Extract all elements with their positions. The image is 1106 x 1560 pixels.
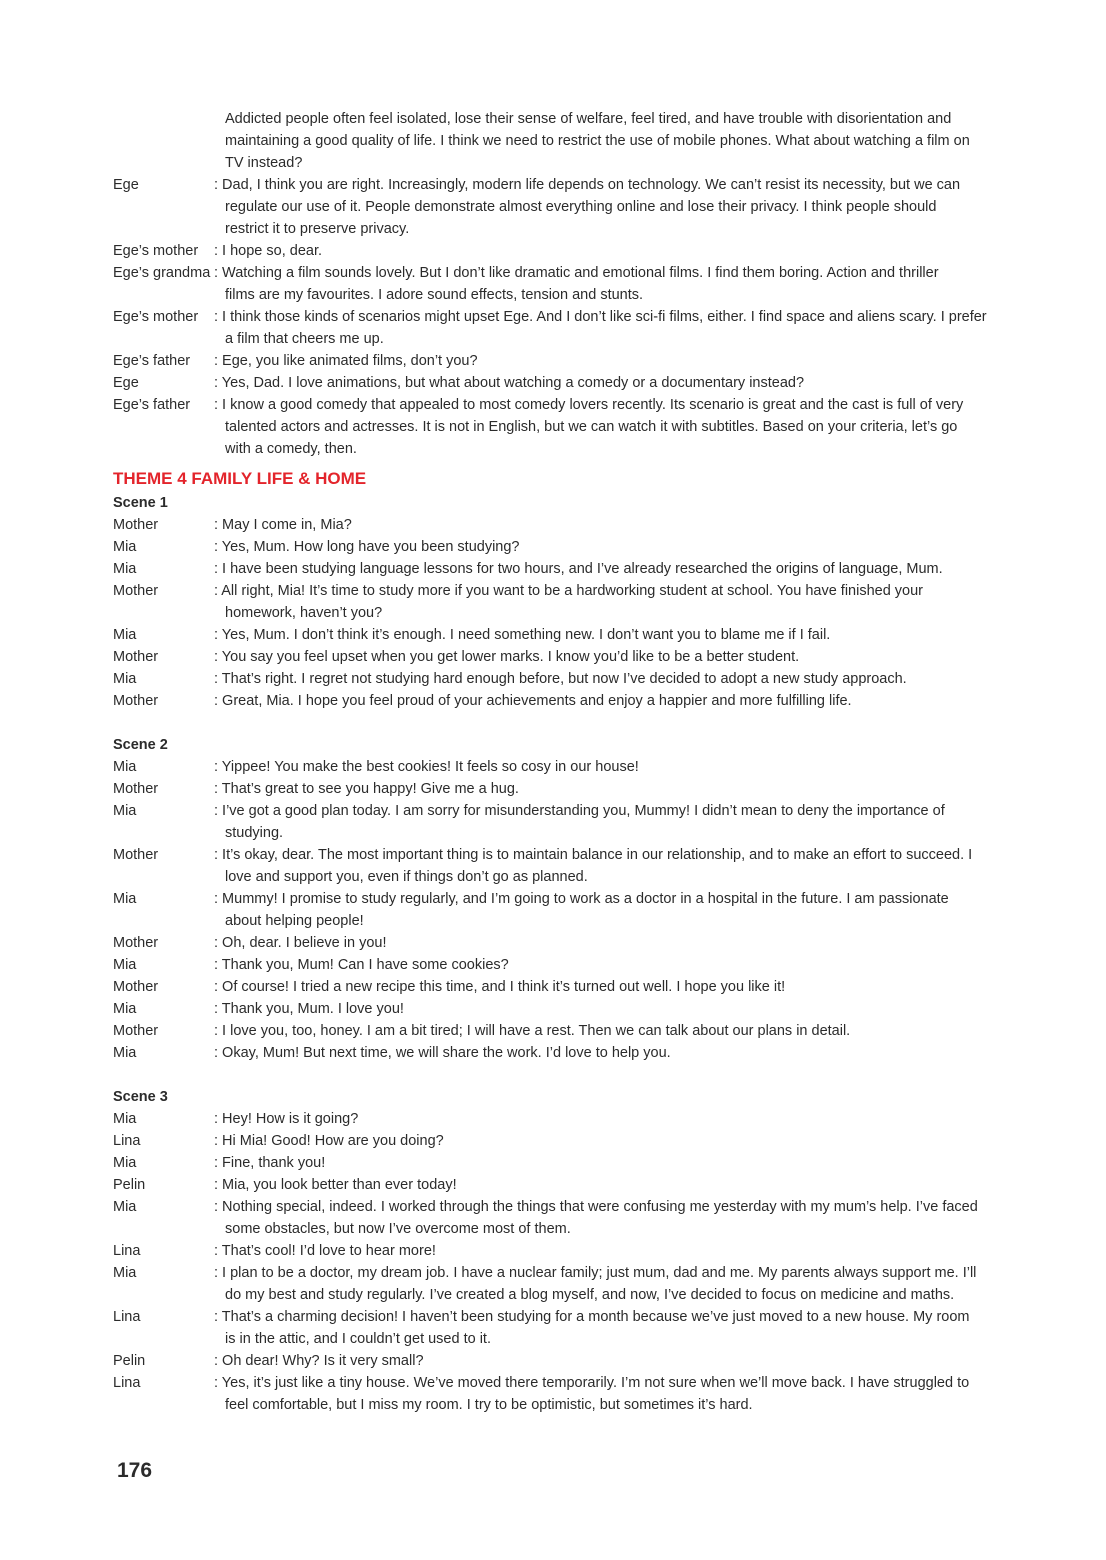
speaker-name: Mother (113, 935, 159, 951)
dialogue-text: is in the attic, and I couldn’t get used to it. (225, 1331, 491, 1347)
dialogue-continuation (113, 1284, 1013, 1306)
dialogue-text: : Fine, thank you! (214, 1155, 326, 1171)
dialogue-line (113, 844, 1013, 866)
dialogue-continuation (113, 218, 1013, 240)
speaker-name: Mother (113, 1023, 159, 1039)
speaker-name: Mother (113, 517, 159, 533)
dialogue-line (113, 1306, 1013, 1328)
scene-block (113, 734, 1013, 1064)
speaker-name: Ege (113, 177, 139, 193)
page-number: 176 (117, 1459, 153, 1482)
speaker-name: Pelin (113, 1353, 146, 1369)
dialogue-line (113, 1152, 1013, 1174)
spacer (113, 712, 1013, 734)
speaker-name: Mia (113, 1265, 137, 1281)
dialogue-line (113, 800, 1013, 822)
speaker-name: Lina (113, 1375, 141, 1391)
dialogue-line (113, 756, 1013, 778)
dialogue-text: feel comfortable, but I miss my room. I try to be optimistic, but sometimes it’s hard. (225, 1397, 753, 1413)
dialogue-text: : I think those kinds of scenarios might upset Ege. And I don’t like sci-fi films, either. I find space and aliens scary. I prefer (214, 309, 987, 325)
dialogue-text: : I plan to be a doctor, my dream job. I have a nuclear family; just mum, dad and me. My parents always support me. I’ll (214, 1265, 977, 1281)
speaker-name: Mia (113, 803, 137, 819)
dialogue-text: : Hey! How is it going? (214, 1111, 359, 1127)
dialogue-text: : That’s a charming decision! I haven’t been studying for a month because we’ve just moved to a new house. My room (214, 1309, 970, 1325)
dialogue-line (113, 998, 1013, 1020)
dialogue-text: : Oh dear! Why? Is it very small? (214, 1353, 424, 1369)
dialogue-text: : Dad, I think you are right. Increasingly, modern life depends on technology. We can’t resist its necessity, but we can (214, 177, 961, 193)
dialogue-text: Addicted people often feel isolated, lose their sense of welfare, feel tired, and have trouble with disorientation and (225, 111, 952, 127)
speaker-name: Mother (113, 583, 159, 599)
speaker-name: Ege’s father (113, 397, 191, 413)
speaker-name: Mother (113, 781, 159, 797)
dialogue-line (113, 778, 1013, 800)
speaker-name: Mia (113, 539, 137, 555)
dialogue-line (113, 932, 1013, 954)
speaker-name: Ege’s mother (113, 309, 199, 325)
dialogue-text: : Yes, Mum. I don’t think it’s enough. I need something new. I don’t want you to blame me if I fail. (214, 627, 831, 643)
speaker-name: Mia (113, 1155, 137, 1171)
dialogue-continuation (113, 866, 1013, 888)
dialogue-text: about helping people! (225, 913, 364, 929)
dialogue-text: : Yes, it’s just like a tiny house. We’ve moved there temporarily. I’m not sure when we’ll move back. I have struggled to (214, 1375, 970, 1391)
dialogue-text: : Thank you, Mum. I love you! (214, 1001, 404, 1017)
dialogue-line (113, 1372, 1013, 1394)
page-content (113, 108, 1013, 1416)
dialogue-line (113, 1240, 1013, 1262)
speaker-name: Ege (113, 375, 139, 391)
dialogue-text: regulate our use of it. People demonstrate almost everything online and lose their privacy. I think people should (225, 199, 937, 215)
dialogue-continuation (113, 130, 1013, 152)
dialogue-text: : I have been studying language lessons for two hours, and I’ve already researched the origins of language, Mum. (214, 561, 943, 577)
dialogue-text: : Oh, dear. I believe in you! (214, 935, 387, 951)
dialogue-text: : That’s right. I regret not studying hard enough before, but now I’ve decided to adopt a new study approach. (214, 671, 907, 687)
speaker-name: Mia (113, 1045, 137, 1061)
dialogue-line (113, 1130, 1013, 1152)
dialogue-line (113, 646, 1013, 668)
speaker-name: Lina (113, 1243, 141, 1259)
intro-dialogue (113, 108, 1013, 460)
dialogue-text: : Nothing special, indeed. I worked through the things that were confusing me yesterday with my mum’s help. I’ve faced (214, 1199, 978, 1215)
dialogue-text: : Ege, you like animated films, don’t you? (214, 353, 478, 369)
dialogue-continuation (113, 284, 1013, 306)
dialogue-line (113, 1174, 1013, 1196)
dialogue-continuation (113, 1394, 1013, 1416)
dialogue-text: studying. (225, 825, 284, 841)
dialogue-line (113, 514, 1013, 536)
dialogue-text: restrict it to preserve privacy. (225, 221, 410, 237)
dialogue-line (113, 174, 1013, 196)
dialogue-line (113, 1108, 1013, 1130)
dialogue-line (113, 1042, 1013, 1064)
scene-title: Scene 3 (113, 1089, 168, 1105)
dialogue-text: : Yes, Mum. How long have you been studying? (214, 539, 520, 555)
dialogue-text: : May I come in, Mia? (214, 517, 352, 533)
dialogue-text: homework, haven’t you? (225, 605, 383, 621)
dialogue-continuation (113, 602, 1013, 624)
spacer (113, 1064, 1013, 1086)
dialogue-continuation (113, 416, 1013, 438)
dialogue-text: : Hi Mia! Good! How are you doing? (214, 1133, 444, 1149)
dialogue-text: talented actors and actresses. It is not in English, but we can watch it with subtitles. Based on your criteria, let’s go (225, 419, 958, 435)
dialogue-continuation (113, 822, 1013, 844)
speaker-name: Mia (113, 1001, 137, 1017)
speaker-name: Mia (113, 1111, 137, 1127)
speaker-name: Mother (113, 847, 159, 863)
dialogue-text: TV instead? (225, 155, 303, 171)
speaker-name: Mother (113, 649, 159, 665)
dialogue-continuation (113, 1328, 1013, 1350)
scenes-container (113, 492, 1013, 1416)
dialogue-text: : You say you feel upset when you get lower marks. I know you’d like to be a better student. (214, 649, 800, 665)
dialogue-text: with a comedy, then. (225, 441, 357, 457)
speaker-name: Lina (113, 1133, 141, 1149)
dialogue-line (113, 558, 1013, 580)
dialogue-line (113, 262, 1013, 284)
dialogue-line (113, 1262, 1013, 1284)
speaker-name: Mia (113, 671, 137, 687)
dialogue-continuation (113, 328, 1013, 350)
dialogue-line (113, 668, 1013, 690)
dialogue-text: : Mia, you look better than ever today! (214, 1177, 457, 1193)
dialogue-text: maintaining a good quality of life. I think we need to restrict the use of mobile phones. What about watching a film on (225, 133, 970, 149)
dialogue-text: : Great, Mia. I hope you feel proud of your achievements and enjoy a happier and more fulfilling life. (214, 693, 852, 709)
scene-title: Scene 1 (113, 495, 168, 511)
dialogue-line (113, 306, 1013, 328)
dialogue-line (113, 888, 1013, 910)
scene-title: Scene 2 (113, 737, 168, 753)
dialogue-line (113, 580, 1013, 602)
dialogue-text: : Mummy! I promise to study regularly, and I’m going to work as a doctor in a hospital in the future. I am passionate (214, 891, 949, 907)
dialogue-continuation (113, 196, 1013, 218)
speaker-name: Pelin (113, 1177, 146, 1193)
dialogue-continuation (113, 910, 1013, 932)
scene-block (113, 1086, 1013, 1416)
dialogue-line (113, 954, 1013, 976)
speaker-name: Ege’s father (113, 353, 191, 369)
dialogue-text: : I know a good comedy that appealed to most comedy lovers recently. Its scenario is great and the cast is full of very (214, 397, 964, 413)
speaker-name: Mia (113, 891, 137, 907)
speaker-name: Mother (113, 693, 159, 709)
dialogue-line (113, 372, 1013, 394)
speaker-name: Mia (113, 957, 137, 973)
dialogue-line (113, 350, 1013, 372)
dialogue-text: do my best and study regularly. I’ve created a blog myself, and now, I’ve decided to focus on medicine and maths. (225, 1287, 955, 1303)
speaker-name: Mia (113, 561, 137, 577)
dialogue-text: : Thank you, Mum! Can I have some cookies? (214, 957, 509, 973)
dialogue-line (113, 394, 1013, 416)
dialogue-continuation (113, 1218, 1013, 1240)
dialogue-continuation (113, 438, 1013, 460)
dialogue-text: : That’s great to see you happy! Give me a hug. (214, 781, 519, 797)
speaker-name: Mia (113, 1199, 137, 1215)
dialogue-text: a film that cheers me up. (225, 331, 384, 347)
dialogue-line (113, 1020, 1013, 1042)
dialogue-text: : Of course! I tried a new recipe this time, and I think it’s turned out well. I hope you like it! (214, 979, 786, 995)
dialogue-continuation (113, 108, 1013, 130)
dialogue-text: love and support you, even if things don’t go as planned. (225, 869, 588, 885)
speaker-name: Ege’s grandma (113, 265, 211, 281)
dialogue-text: : I hope so, dear. (214, 243, 323, 259)
dialogue-line (113, 1350, 1013, 1372)
theme-title: THEME 4 FAMILY LIFE & HOME (113, 469, 367, 488)
dialogue-text: : I love you, too, honey. I am a bit tired; I will have a rest. Then we can talk about our plans in detail. (214, 1023, 851, 1039)
dialogue-text: : That’s cool! I’d love to hear more! (214, 1243, 436, 1259)
speaker-name: Mother (113, 979, 159, 995)
dialogue-continuation (113, 152, 1013, 174)
dialogue-text: : It’s okay, dear. The most important thing is to maintain balance in our relationship, and to make an effort to succeed. I (214, 847, 973, 863)
speaker-name: Ege’s mother (113, 243, 199, 259)
dialogue-line (113, 976, 1013, 998)
dialogue-text: : I’ve got a good plan today. I am sorry for misunderstanding you, Mummy! I didn’t mean to deny the importance of (214, 803, 945, 819)
dialogue-line (113, 240, 1013, 262)
dialogue-text: some obstacles, but now I’ve overcome most of them. (225, 1221, 571, 1237)
scene-block (113, 492, 1013, 712)
dialogue-line (113, 624, 1013, 646)
speaker-name: Mia (113, 759, 137, 775)
dialogue-text: films are my favourites. I adore sound effects, tension and stunts. (225, 287, 644, 303)
dialogue-text: : Yippee! You make the best cookies! It feels so cosy in our house! (214, 759, 639, 775)
dialogue-line (113, 536, 1013, 558)
dialogue-line (113, 1196, 1013, 1218)
dialogue-text: : All right, Mia! It’s time to study more if you want to be a hardworking student at school. You have finished your (214, 583, 924, 599)
dialogue-text: : Watching a film sounds lovely. But I don’t like dramatic and emotional films. I find them boring. Action and thriller (214, 265, 939, 281)
dialogue-line (113, 690, 1013, 712)
dialogue-text: : Yes, Dad. I love animations, but what about watching a comedy or a documentary instead? (214, 375, 805, 391)
speaker-name: Mia (113, 627, 137, 643)
speaker-name: Lina (113, 1309, 141, 1325)
dialogue-text: : Okay, Mum! But next time, we will share the work. I’d love to help you. (214, 1045, 671, 1061)
